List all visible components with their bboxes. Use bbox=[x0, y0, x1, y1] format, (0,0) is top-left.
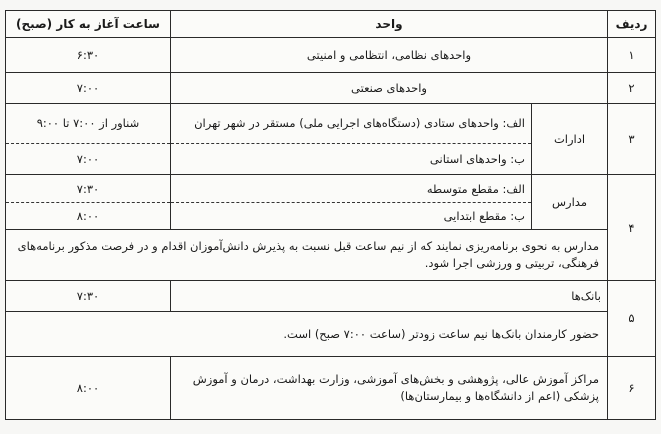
header-unit: واحد bbox=[171, 11, 608, 38]
unit-cell: ب: مقطع ابتدایی bbox=[171, 202, 532, 229]
header-start-time: ساعت آغاز به کار (صبح) bbox=[6, 11, 171, 38]
time-cell: ۷:۰۰ bbox=[6, 143, 171, 175]
table-row bbox=[6, 280, 656, 312]
unit-cell: ب: واحدهای استانی bbox=[171, 143, 532, 175]
work-hours-table bbox=[5, 10, 656, 420]
row-number: ۵ bbox=[608, 280, 656, 356]
time-cell: ۷:۳۰ bbox=[6, 175, 171, 202]
table-row bbox=[6, 356, 656, 419]
table-row bbox=[6, 73, 656, 104]
row-number: ۴ bbox=[608, 175, 656, 280]
row-number: ۶ bbox=[608, 356, 656, 419]
time-cell: ۸:۰۰ bbox=[6, 356, 171, 419]
table-row bbox=[6, 230, 656, 281]
unit-cell: الف: مقطع متوسطه bbox=[171, 175, 532, 202]
unit-cell: بانک‌ها bbox=[171, 280, 608, 312]
row-number: ۳ bbox=[608, 103, 656, 175]
unit-cell: مراکز آموزش عالی، پژوهشی و بخش‌های آموزشی، وزارت بهداشت، درمان و آموزش پزشکی (اعم از دانشگاه‌ها و بیمارستان‌ها) bbox=[171, 356, 608, 419]
group-cell: ادارات bbox=[532, 103, 608, 175]
time-cell: ۷:۳۰ bbox=[6, 280, 171, 312]
row-number: ۱ bbox=[608, 38, 656, 73]
time-cell: ۶:۳۰ bbox=[6, 38, 171, 73]
group-cell: مدارس bbox=[532, 175, 608, 230]
unit-cell: واحدهای صنعتی bbox=[171, 73, 608, 104]
header-row-number: ردیف bbox=[608, 11, 656, 38]
time-cell: ۸:۰۰ bbox=[6, 202, 171, 229]
time-cell: شناور از ۷:۰۰ تا ۹:۰۰ bbox=[6, 103, 171, 143]
table-row bbox=[6, 103, 656, 143]
table-row bbox=[6, 312, 656, 356]
unit-cell: واحدهای نظامی، انتظامی و امنیتی bbox=[171, 38, 608, 73]
row-number: ۲ bbox=[608, 73, 656, 104]
time-cell: ۷:۰۰ bbox=[6, 73, 171, 104]
table-row bbox=[6, 175, 656, 202]
unit-cell: الف: واحدهای ستادی (دستگاه‌های اجرایی ملی) مستقر در شهر تهران bbox=[171, 103, 532, 143]
header-row bbox=[6, 11, 656, 38]
table-row bbox=[6, 38, 656, 73]
banks-note: حضور کارمندان بانک‌ها نیم ساعت زودتر (ساعت ۷:۰۰ صبح) است. bbox=[6, 312, 608, 356]
schools-note: مدارس به نحوی برنامه‌ریزی نمایند که از نیم ساعت قبل نسبت به پذیرش دانش‌آموزان اقدام و در فرصت مذکور برنامه‌های فرهنگی، تربیتی و ورزشی اجرا شود. bbox=[6, 230, 608, 281]
